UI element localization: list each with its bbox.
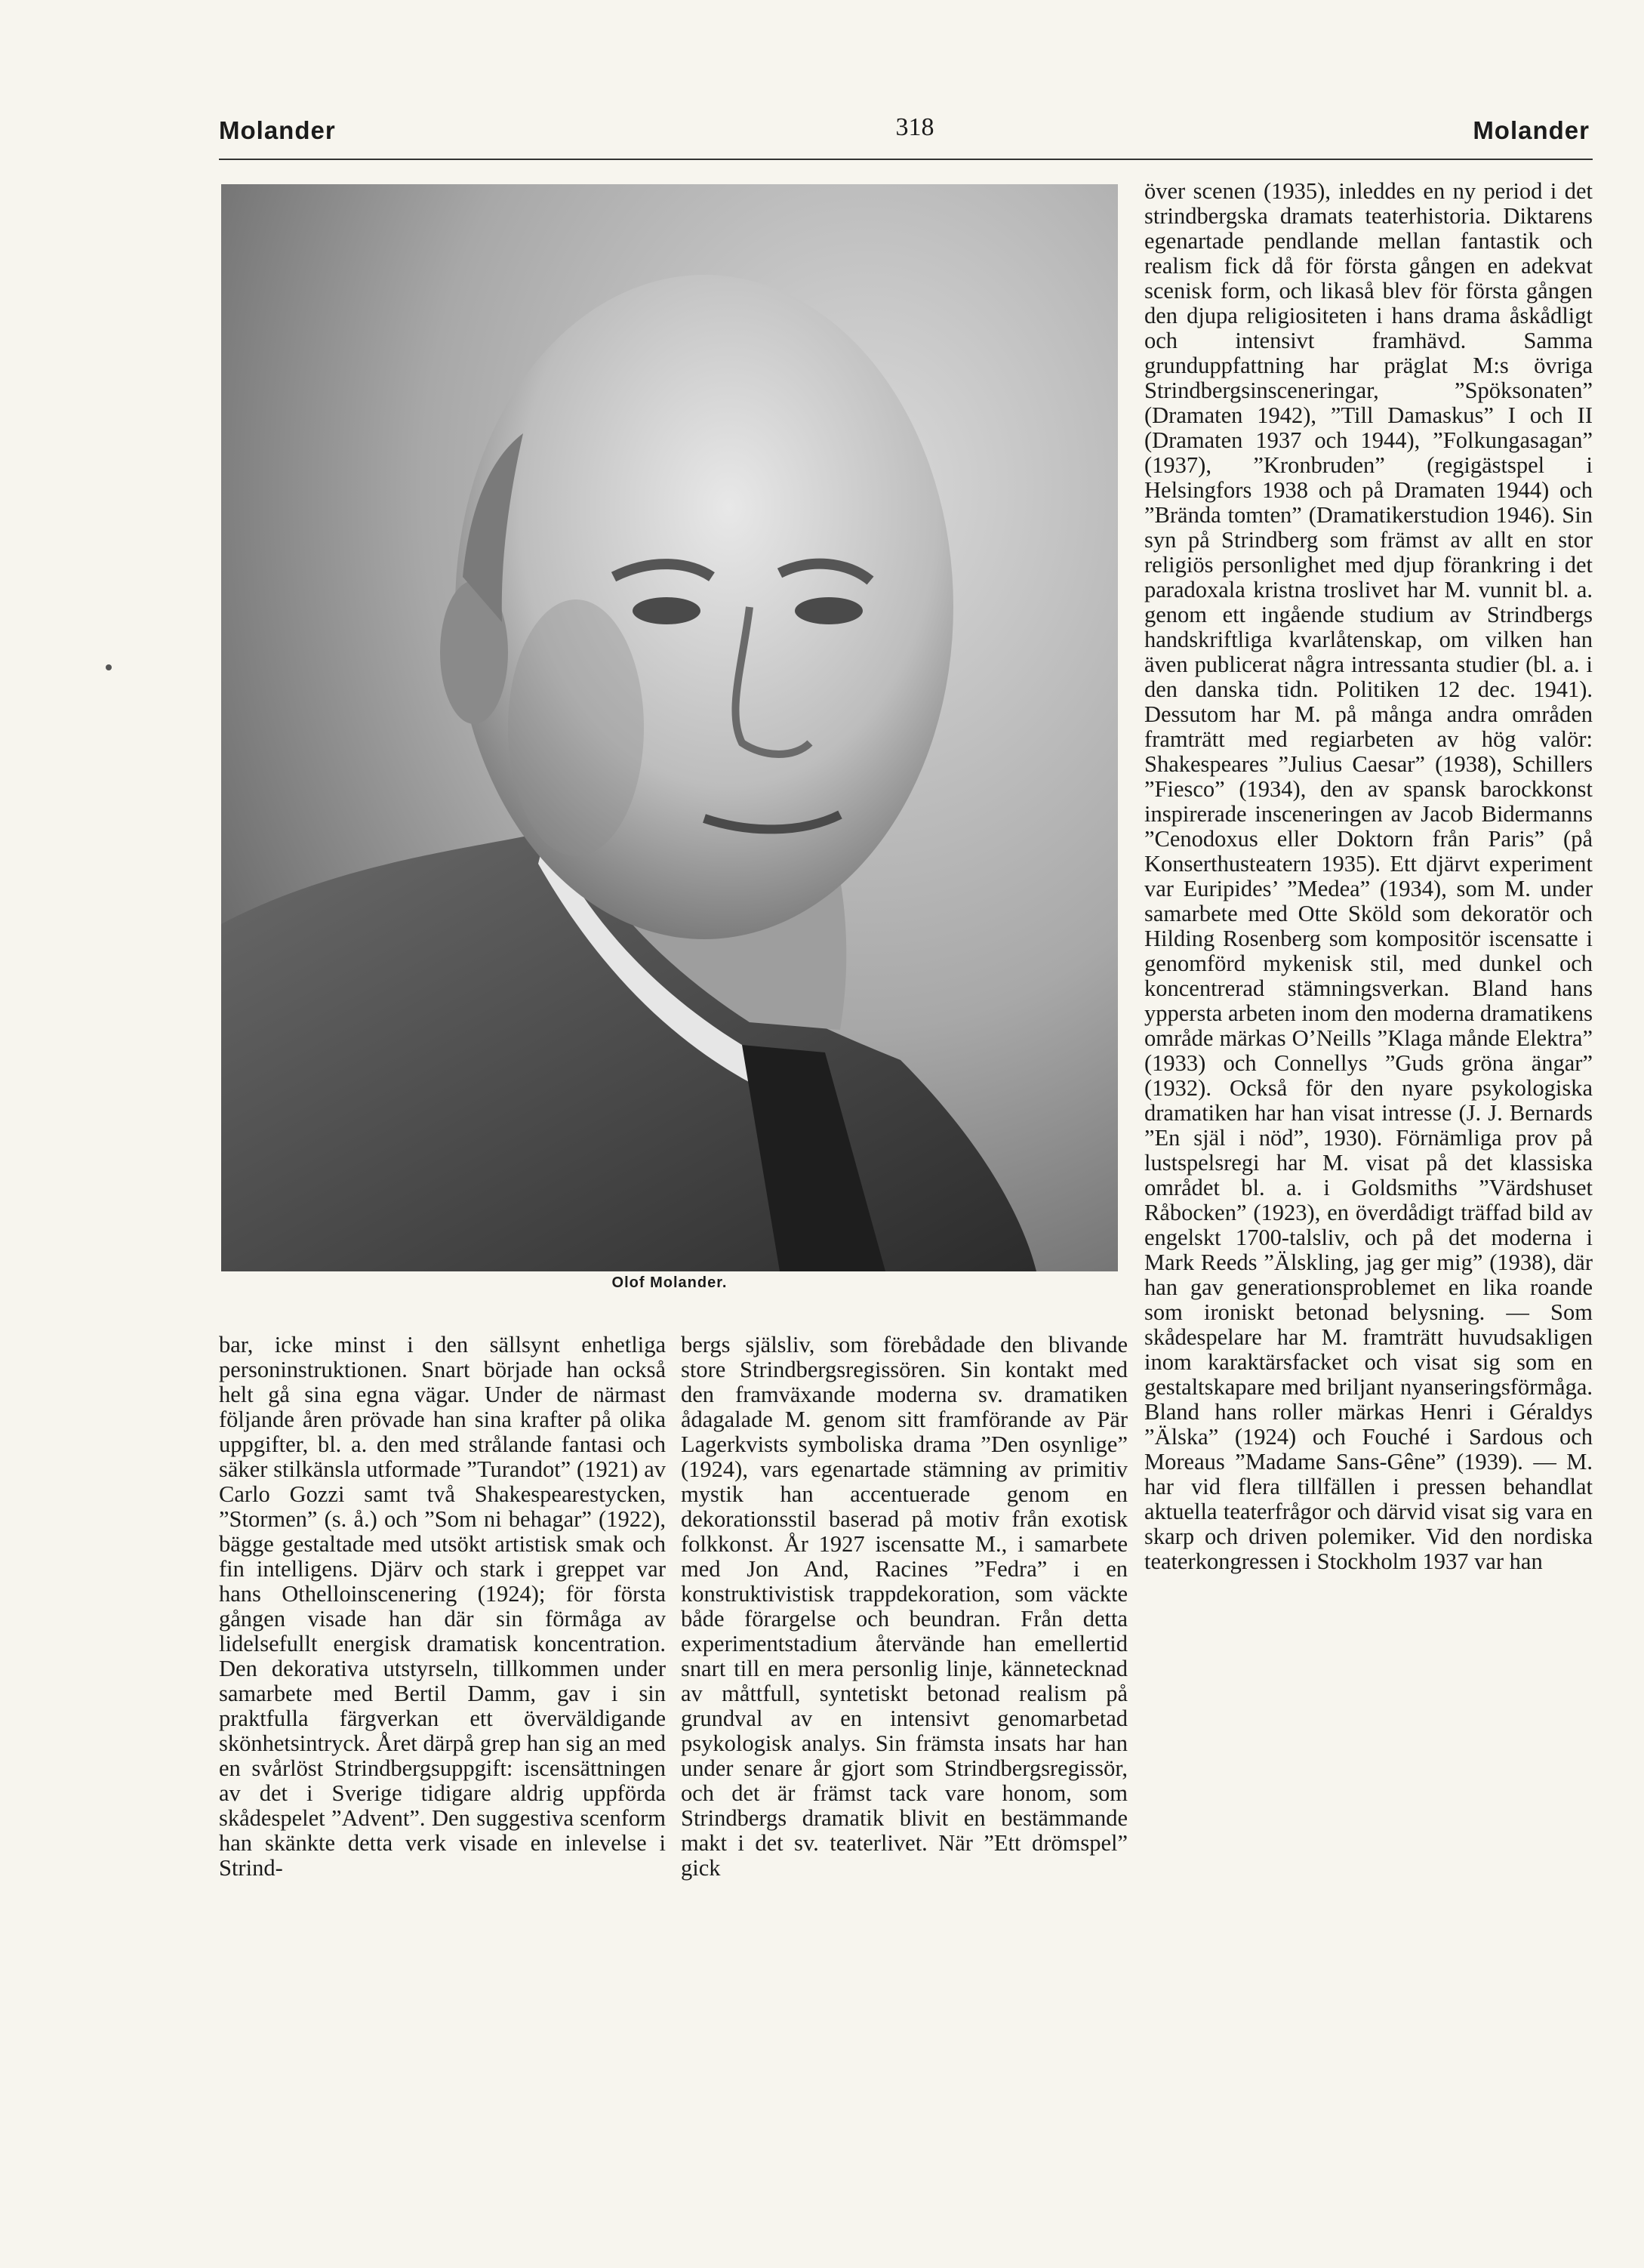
figure-caption: Olof Molander. bbox=[611, 1274, 728, 1291]
margin-speck bbox=[106, 664, 112, 670]
portrait-illustration bbox=[221, 184, 1118, 1271]
paragraph-left: bar, icke minst i den sällsynt enhetliga personinstruktionen. Snart började han också helt gå sina egna vägar. Under de närmast följande åren prövade han sina krafter på olika uppgifter, bl. a. den med strålande fantasi och säker stilkänsla utformade ”Turandot” (1921) av Carlo Gozzi samt två Shakespearestycken, ”Stormen” (s. å.) och ”Som ni behagar” (1922), bägge gestaltade med utsökt artistisk smak och fin intelligens. Djärv och stark i greppet var hans Othelloinscenering (1924); för första gången visade han där sin förmåga av lidelsefullt energisk dramatisk koncentration. Den dekorativa utstyrseln, tillkommen under samarbete med Bertil Damm, gav i sin praktfulla färgverkan ett överväldigande skönhetsintryck. Året därpå grep han sig an med en svårlöst Strindbergsuppgift: iscensättningen av det i Sverige tidigare aldrig uppförda skådespelet ”Advent”. Den suggestiva scenform han skänkte detta verk visade en inlevelse i Strind- bbox=[219, 1332, 666, 1881]
page-number: 318 bbox=[895, 113, 934, 141]
header-rule bbox=[219, 159, 1593, 160]
running-head-right: Molander bbox=[1473, 116, 1590, 144]
running-head-left: Molander bbox=[219, 116, 336, 144]
paragraph-middle: bergs själsliv, som förebådade den blivande store Strindbergsregissören. Sin kontakt med den framväxande moderna sv. dramatiken ådagalade M. genom sitt framförande av Pär Lagerkvists symboliska drama ”Den osynlige” (1924), vars egenartade stämning av primitiv mystik han accentuerade genom en dekorationsstil baserad på motiv från exotisk folkkonst. År 1927 iscensatte M., i samarbete med Jon And, Racines ”Fedra” i en konstruktivistisk trappdekoration, som väckte både förargelse och beundran. Från detta experimentstadium återvände han emellertid snart till en mera personlig linje, kännetecknad av måttfull, syntetiskt betonad realism på grundval av en intensivt genomarbetad psykologisk analys. Sin främsta insats har han under senare år gjort som Strindbergsregissör, och det är främst tack vare honom, som Strindbergs dramatik blivit en bestämmande makt i det sv. teaterlivet. När ”Ett drömspel” gick bbox=[681, 1332, 1128, 1881]
text-column-right bbox=[1144, 179, 1593, 2044]
text-column-middle bbox=[681, 1333, 1128, 2042]
paragraph-right: över scenen (1935), inleddes en ny period i det strindbergska dramats teaterhistoria. Diktarens egenartade pendlande mellan fantastik och realism fick då för första gången en adekvat scenisk form, och likaså blev för första gången den djupa religiositeten i hans drama åskådligt och intensivt framhävd. Samma grunduppfattning har präglat M:s övriga Strindbergsinsceneringar, ”Spöksonaten” (Dramaten 1942), ”Till Damaskus” I och II (Dramaten 1937 och 1944), ”Folkungasagan” (1937), ”Kronbruden” (regigästspel i Helsingfors 1938 och på Dramaten 1944) och ”Brända tomten” (Dramatikerstudion 1946). Sin syn på Strindberg som främst av allt en stor religiös personlighet med djup förankring i det paradoxala kristna troslivet har M. vunnit bl. a. genom ett ingående studium av Strindbergs handskriftliga kvarlåtenskap, om vilken han även publicerat några intressanta studier (bl. a. i den danska tidn. Politiken 12 dec. 1941). Dessutom har M. på många andra områden framträtt med regiarbeten av hög valör: Shakespeares ”Julius Caesar” (1938), Schillers ”Fiesco” (1934), den av spansk barockkonst inspirerade insceneringen av Jacob Bidermanns ”Cenodoxus eller Doktorn från Paris” (på Konserthusteatern 1935). Ett djärvt experiment var Euripides’ ”Medea” (1934), som M. under samarbete med Otte Sköld som dekoratör och Hilding Rosenberg som kompositör iscensatte i genomförd mykenisk stil, med dunkel och koncentrerad stämningsverkan. Bland hans yppersta arbeten inom den moderna dramatikens område märkas O’Neills ”Klaga månde Elektra” (1933) och Connellys ”Guds gröna ängar” (1932). Också för den nyare psykologiska dramatiken har han visat intresse (J. J. Bernards ”En själ i nöd”, 1930). Förnämliga prov på lustspelsregi har M. visat på det klassiska området bl. a. i Goldsmiths ”Värdshuset Råbocken” (1923), en överdådigt träffad bild av engelskt 1700-talsliv, och på det moderna i Mark Reeds ”Älskling, jag ger mig” (1938), där han gav generationsproblemet en lika roande som ironiskt betonad belysning. — Som skådespelare har M. framträtt huvudsakligen inom karaktärsfacket och visat sig som en gestaltskapare med briljant nyanseringsförmåga. Bland hans roller märkas Henri i Géraldys ”Älska” (1924) och Fouché i Sardous och Moreaus ”Madame Sans-Gêne” (1939). — M. har vid flera tillfällen i pressen behandlat aktuella teaterfrågor och därvid visat sig vara en skarp och driven polemiker. Vid den nordiska teaterkongressen i Stockholm 1937 var han bbox=[1144, 178, 1593, 1574]
text-column-left bbox=[219, 1333, 666, 2042]
portrait-photo bbox=[221, 184, 1118, 1271]
